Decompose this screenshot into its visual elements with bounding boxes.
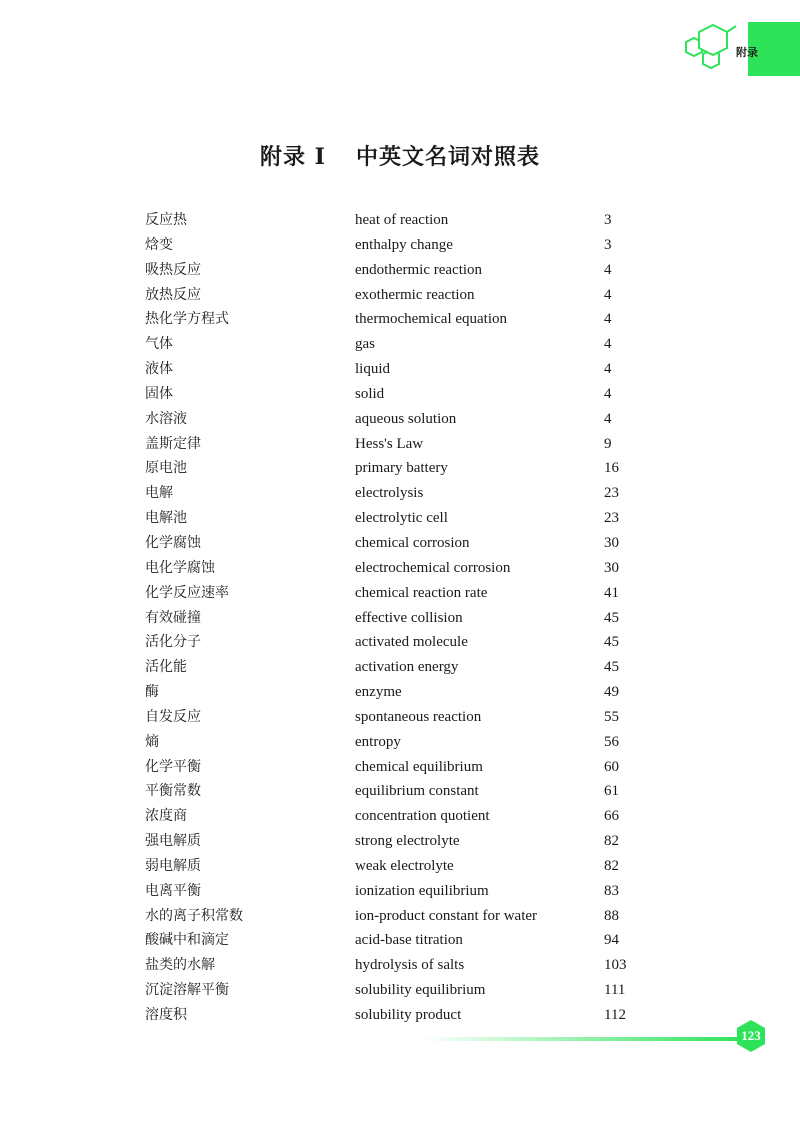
glossary-row [145,233,665,258]
page-reference: 45 [604,634,619,651]
page-reference: 56 [604,733,619,750]
glossary-row [145,978,665,1003]
term-chinese: 酶 [145,684,159,701]
term-english: chemical equilibrium [355,758,483,775]
glossary-row [145,283,665,308]
term-chinese: 自发反应 [145,708,201,725]
page-reference: 4 [604,286,612,303]
glossary-row [145,606,665,631]
page-reference: 4 [604,336,612,353]
glossary-row [145,556,665,581]
term-english: spontaneous reaction [355,708,482,725]
term-chinese: 溶度积 [145,1007,187,1023]
page-reference: 112 [604,1007,626,1023]
page-reference: 88 [604,907,619,924]
page-reference: 94 [604,932,619,949]
glossary-row [145,829,665,854]
term-chinese: 浓度商 [145,808,187,825]
term-chinese: 液体 [145,361,173,378]
term-english: heat of reaction [355,212,449,228]
term-chinese: 气体 [145,336,173,353]
term-english: acid-base titration [355,932,463,949]
glossary-row [145,581,665,606]
section-label: 附录 [736,46,758,59]
term-chinese: 焓变 [145,236,173,253]
term-english: equilibrium constant [355,783,479,800]
term-chinese: 放热反应 [145,286,201,303]
glossary-row [145,804,665,829]
term-chinese: 电解 [145,485,173,502]
page-reference: 3 [604,236,612,253]
page-reference: 16 [604,460,619,477]
glossary-row [145,953,665,978]
glossary-row [145,481,665,506]
term-english: exothermic reaction [355,286,475,303]
glossary-row [145,854,665,879]
glossary-row [145,1003,665,1028]
glossary-row [145,755,665,780]
page-reference: 30 [604,559,619,576]
page-reference: 49 [604,684,619,701]
term-chinese: 酸碱中和滴定 [145,932,229,949]
page-reference: 61 [604,783,619,800]
term-english: aqueous solution [355,410,457,427]
page-reference: 60 [604,758,619,775]
term-english: weak electrolyte [355,857,454,874]
term-chinese: 强电解质 [145,833,201,850]
term-chinese: 水的离子积常数 [145,907,243,924]
glossary-row [145,531,665,556]
glossary-row [145,382,665,407]
term-english: solubility equilibrium [355,982,486,999]
term-chinese: 沉淀溶解平衡 [145,982,229,999]
glossary-row [145,432,665,457]
term-english: gas [355,336,375,353]
page-number: 123 [741,1028,761,1043]
term-chinese: 化学平衡 [145,758,201,775]
term-english: ion-product constant for water [355,907,538,924]
term-english: electrolysis [355,485,424,502]
term-english: thermochemical equation [355,311,508,328]
glossary-row [145,928,665,953]
page-reference: 45 [604,609,619,626]
term-english: concentration quotient [355,808,490,825]
term-english: Hess's Law [355,435,424,452]
term-chinese: 盖斯定律 [145,435,201,452]
term-chinese: 反应热 [145,212,187,228]
page-reference: 83 [604,882,619,899]
term-english: effective collision [355,609,463,626]
term-english: electrolytic cell [355,510,448,527]
page-title [0,140,800,171]
term-chinese: 热化学方程式 [145,311,229,328]
footer-divider [420,1037,740,1041]
glossary-row [145,904,665,929]
term-english: ionization equilibrium [355,882,489,899]
page-reference: 4 [604,385,612,402]
glossary-row [145,779,665,804]
term-english: solubility product [355,1007,462,1023]
glossary-row [145,407,665,432]
page-reference: 30 [604,534,619,551]
page-reference: 66 [604,808,619,825]
term-english: liquid [355,361,391,378]
term-english: electrochemical corrosion [355,559,511,576]
term-english: chemical reaction rate [355,584,488,601]
term-chinese: 熵 [145,733,159,750]
page-reference: 23 [604,485,619,502]
term-chinese: 盐类的水解 [145,957,215,974]
term-english: primary battery [355,460,448,477]
glossary-row [145,730,665,755]
page-reference: 82 [604,833,619,850]
page-reference: 45 [604,659,619,676]
page-reference: 103 [604,957,627,974]
page-reference: 23 [604,510,619,527]
term-chinese: 弱电解质 [145,857,201,874]
term-english: solid [355,385,385,402]
term-english: strong electrolyte [355,833,460,850]
term-chinese: 平衡常数 [145,783,201,800]
page-reference: 82 [604,857,619,874]
page-reference: 4 [604,361,612,378]
term-chinese: 固体 [145,385,173,402]
term-english: enzyme [355,684,402,701]
page-reference: 55 [604,708,619,725]
term-english: hydrolysis of salts [355,957,465,974]
term-chinese: 水溶液 [145,410,187,427]
term-chinese: 吸热反应 [145,261,201,278]
glossary-table [145,208,665,1028]
glossary-row [145,655,665,680]
term-chinese: 电解池 [145,510,187,527]
term-english: endothermic reaction [355,261,483,278]
term-english: activated molecule [355,634,468,651]
page-reference: 9 [604,435,612,452]
term-english: chemical corrosion [355,534,470,551]
page-reference: 111 [604,982,626,999]
page-reference: 4 [604,410,612,427]
appendix-title: 中英文名词对照表 [355,144,540,170]
glossary-row [145,879,665,904]
glossary-row [145,506,665,531]
page-reference: 4 [604,311,612,328]
glossary-row [145,705,665,730]
term-chinese: 原电池 [145,460,187,477]
term-chinese: 电化学腐蚀 [145,559,215,576]
term-chinese: 活化能 [145,659,187,676]
term-english: enthalpy change [355,236,453,253]
glossary-row [145,630,665,655]
glossary-row [145,332,665,357]
appendix-number: 附录 I [260,144,326,170]
glossary-row [145,258,665,283]
term-chinese: 活化分子 [145,634,201,651]
term-chinese: 化学腐蚀 [145,534,201,551]
term-chinese: 有效碰撞 [145,609,201,626]
glossary-row [145,680,665,705]
term-chinese: 电离平衡 [145,882,201,899]
term-chinese: 化学反应速率 [145,584,229,601]
page-reference: 4 [604,261,612,278]
glossary-row [145,357,665,382]
page-reference: 3 [604,212,612,228]
term-english: entropy [355,733,401,750]
glossary-row [145,456,665,481]
glossary-row [145,307,665,332]
term-english: activation energy [355,659,459,676]
page-reference: 41 [604,584,619,601]
glossary-row [145,208,665,233]
